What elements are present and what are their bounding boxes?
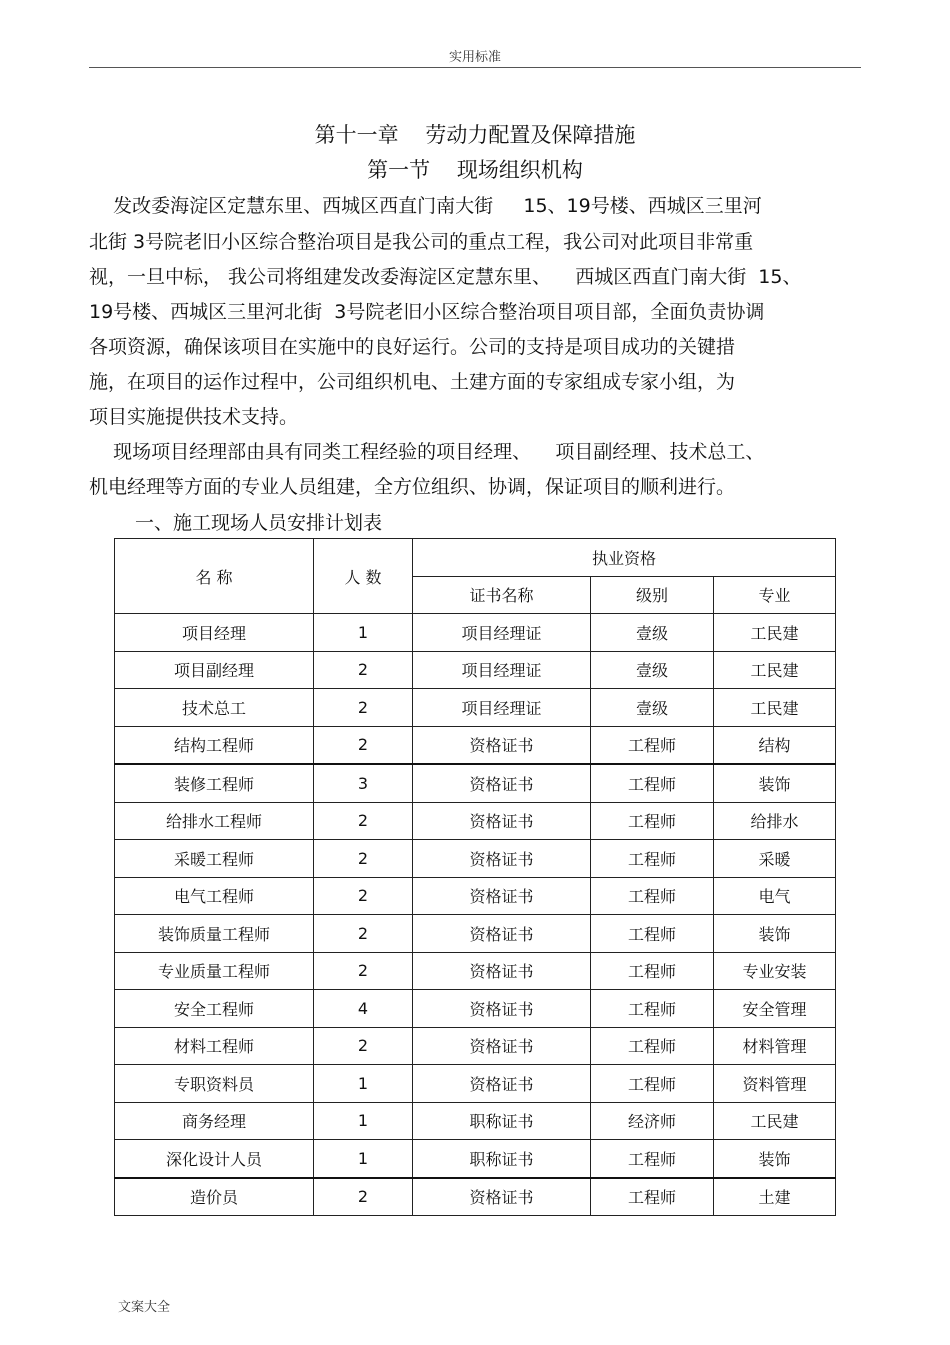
cell-major: 电气	[714, 877, 836, 915]
cell-cert-name: 资格证书	[413, 840, 591, 878]
cell-level: 工程师	[591, 915, 714, 953]
table-row	[115, 614, 836, 652]
cell-position: 商务经理	[115, 1102, 314, 1140]
table-row	[115, 689, 836, 727]
table-row	[115, 1102, 836, 1140]
cell-level: 工程师	[591, 952, 714, 990]
cell-level: 工程师	[591, 990, 714, 1028]
cell-major: 资料管理	[714, 1065, 836, 1103]
cell-major: 采暖	[714, 840, 836, 878]
cell-position: 装修工程师	[115, 764, 314, 802]
table-row	[115, 877, 836, 915]
cell-count: 2	[314, 840, 413, 878]
cell-count: 1	[314, 1140, 413, 1178]
cell-major: 装饰	[714, 1140, 836, 1178]
cell-cert-name: 项目经理证	[413, 651, 591, 689]
cell-position: 采暖工程师	[115, 840, 314, 878]
cell-position: 给排水工程师	[115, 802, 314, 840]
cell-cert-name: 资格证书	[413, 915, 591, 953]
cell-position: 深化设计人员	[115, 1140, 314, 1178]
table-row	[115, 651, 836, 689]
cell-cert-name: 项目经理证	[413, 614, 591, 652]
table-row	[115, 726, 836, 764]
section-title: 第一节 现场组织机构	[367, 158, 583, 182]
cell-position: 装饰质量工程师	[115, 915, 314, 953]
cell-count: 2	[314, 689, 413, 727]
header-level: 级别	[591, 576, 714, 614]
table-row	[115, 1140, 836, 1178]
cell-level: 壹级	[591, 651, 714, 689]
body-line: 各项资源，确保该项目在实施中的良好运行。公司的支持是项目成功的关键措	[89, 336, 736, 358]
cell-major: 装饰	[714, 764, 836, 802]
body-line: 19号楼、西城区三里河北街 3号院老旧小区综合整治项目项目部，全面负责协调	[89, 301, 765, 323]
cell-count: 2	[314, 1178, 413, 1216]
cell-count: 2	[314, 726, 413, 764]
header-name: 名 称	[115, 539, 314, 614]
table-row	[115, 840, 836, 878]
body-line: 发改委海淀区定慧东里、西城区西直门南大街 15、19号楼、西城区三里河	[89, 195, 762, 217]
cell-count: 1	[314, 1065, 413, 1103]
cell-level: 工程师	[591, 1178, 714, 1216]
cell-count: 2	[314, 802, 413, 840]
table-row	[115, 802, 836, 840]
cell-count: 3	[314, 764, 413, 802]
cell-count: 2	[314, 651, 413, 689]
cell-level: 工程师	[591, 764, 714, 802]
cell-position: 项目经理	[115, 614, 314, 652]
page-header: 实用标准	[448, 50, 501, 65]
cell-cert-name: 资格证书	[413, 764, 591, 802]
cell-level: 工程师	[591, 1027, 714, 1065]
cell-position: 电气工程师	[115, 877, 314, 915]
cell-count: 4	[314, 990, 413, 1028]
cell-level: 经济师	[591, 1102, 714, 1140]
cell-count: 2	[314, 877, 413, 915]
cell-position: 技术总工	[115, 689, 314, 727]
table-header-row	[115, 539, 836, 577]
cell-count: 1	[314, 1102, 413, 1140]
cell-level: 壹级	[591, 689, 714, 727]
cell-major: 给排水	[714, 802, 836, 840]
header-major: 专业	[714, 576, 836, 614]
cell-position: 专业质量工程师	[115, 952, 314, 990]
cell-major: 装饰	[714, 915, 836, 953]
body-line: 视，一旦中标， 我公司将组建发改委海淀区定慧东里、 西城区西直门南大街 15、	[89, 266, 802, 288]
staff-plan-table	[114, 538, 836, 1216]
cell-count: 2	[314, 915, 413, 953]
cell-position: 材料工程师	[115, 1027, 314, 1065]
table-row	[115, 990, 836, 1028]
cell-cert-name: 资格证书	[413, 952, 591, 990]
cell-major: 专业安装	[714, 952, 836, 990]
body-line: 机电经理等方面的专业人员组建，全方位组织、协调，保证项目的顺利进行。	[89, 476, 736, 498]
cell-cert-name: 项目经理证	[413, 689, 591, 727]
body-line: 北街 3号院老旧小区综合整治项目是我公司的重点工程，我公司对此项目非常重	[89, 231, 754, 253]
cell-level: 工程师	[591, 1140, 714, 1178]
header-cert-name: 证书名称	[413, 576, 591, 614]
cell-major: 土建	[714, 1178, 836, 1216]
chapter-title: 第十一章 劳动力配置及保障措施	[314, 123, 636, 147]
cell-position: 结构工程师	[115, 726, 314, 764]
table-row	[115, 764, 836, 802]
cell-cert-name: 资格证书	[413, 990, 591, 1028]
cell-cert-name: 资格证书	[413, 1178, 591, 1216]
body-line: 项目实施提供技术支持。	[89, 406, 299, 428]
cell-cert-name: 资格证书	[413, 1065, 591, 1103]
cell-position: 造价员	[115, 1178, 314, 1216]
header-count: 人 数	[314, 539, 413, 614]
cell-major: 材料管理	[714, 1027, 836, 1065]
cell-major: 工民建	[714, 651, 836, 689]
cell-major: 安全管理	[714, 990, 836, 1028]
header-rule	[89, 67, 861, 68]
cell-count: 1	[314, 614, 413, 652]
table-row	[115, 952, 836, 990]
cell-major: 结构	[714, 726, 836, 764]
cell-level: 工程师	[591, 726, 714, 764]
cell-position: 安全工程师	[115, 990, 314, 1028]
cell-cert-name: 资格证书	[413, 802, 591, 840]
table-row	[115, 1027, 836, 1065]
cell-count: 2	[314, 952, 413, 990]
page-footer: 文案大全	[118, 1300, 171, 1315]
cell-cert-name: 资格证书	[413, 877, 591, 915]
cell-level: 工程师	[591, 840, 714, 878]
cell-count: 2	[314, 1027, 413, 1065]
cell-major: 工民建	[714, 689, 836, 727]
cell-cert-name: 资格证书	[413, 726, 591, 764]
cell-level: 工程师	[591, 802, 714, 840]
table-row	[115, 1065, 836, 1103]
cell-cert-name: 职称证书	[413, 1140, 591, 1178]
table-row	[115, 915, 836, 953]
header-qualification: 执业资格	[413, 539, 836, 577]
cell-level: 壹级	[591, 614, 714, 652]
cell-position: 专职资料员	[115, 1065, 314, 1103]
cell-major: 工民建	[714, 614, 836, 652]
table-row	[115, 1178, 836, 1216]
table-heading: 一、施工现场人员安排计划表	[135, 512, 383, 534]
cell-position: 项目副经理	[115, 651, 314, 689]
body-line: 现场项目经理部由具有同类工程经验的项目经理、 项目副经理、技术总工、	[89, 441, 765, 463]
cell-major: 工民建	[714, 1102, 836, 1140]
cell-level: 工程师	[591, 1065, 714, 1103]
cell-level: 工程师	[591, 877, 714, 915]
cell-cert-name: 职称证书	[413, 1102, 591, 1140]
cell-cert-name: 资格证书	[413, 1027, 591, 1065]
body-line: 施，在项目的运作过程中，公司组织机电、土建方面的专家组成专家小组，为	[89, 371, 736, 393]
